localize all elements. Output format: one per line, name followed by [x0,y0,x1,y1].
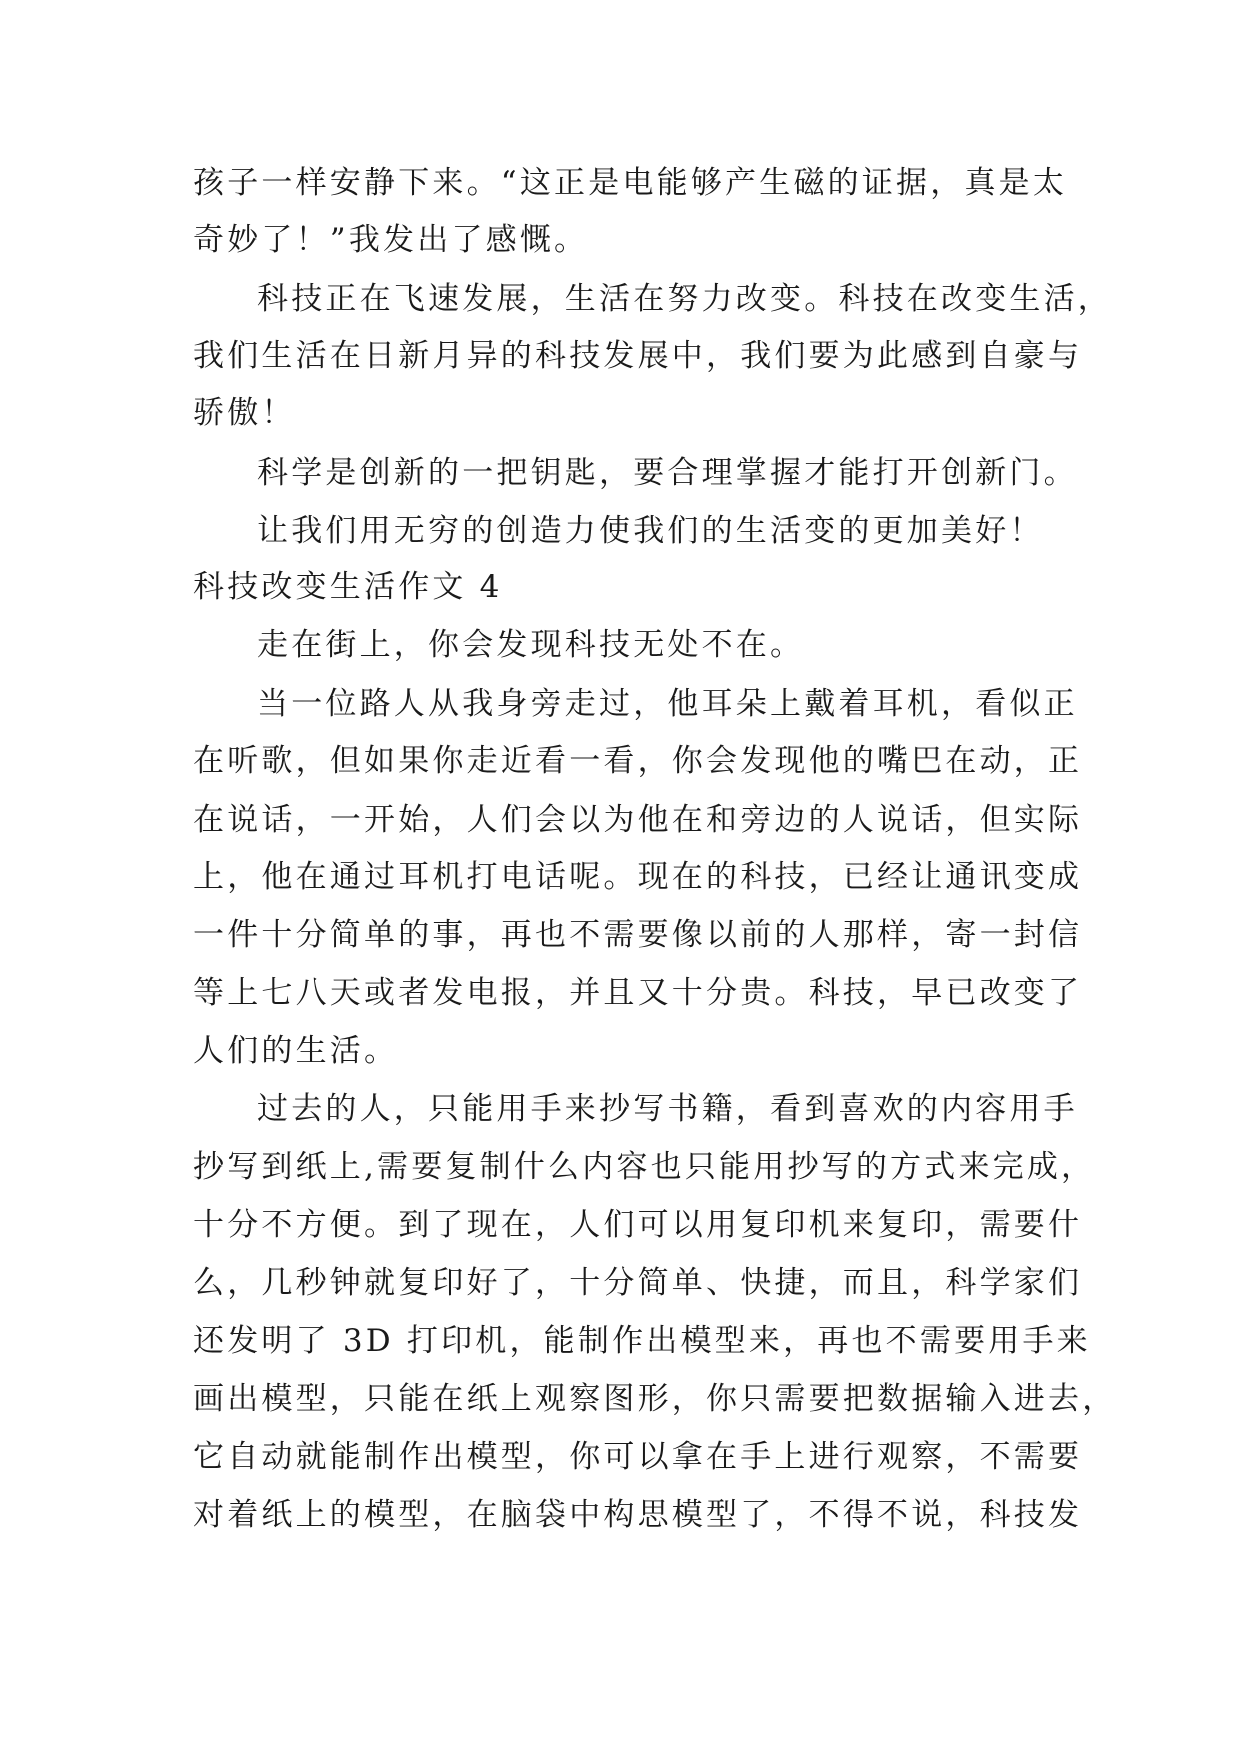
text-line: 一件十分简单的事，再也不需要像以前的人那样，寄一封信 [193,917,1083,953]
text-line: 画出模型，只能在纸上观察图形，你只需要把数据输入进去， [193,1381,1117,1417]
text-line: 还发明了 3D 打印机，能制作出模型来，再也不需要用手来 [193,1323,1091,1359]
text-line: 在听歌，但如果你走近看一看，你会发现他的嘴巴在动，正 [193,743,1083,779]
text-line: 孩子一样安静下来。“这正是电能够产生磁的证据，真是太 [193,165,1068,201]
text-line: 十分不方便。到了现在，人们可以用复印机来复印，需要什 [193,1207,1083,1243]
text-line: 骄傲！ [193,395,296,431]
text-line: 过去的人，只能用手来抄写书籍，看到喜欢的内容用手 [257,1091,1078,1127]
text-line: 在说话，一开始，人们会以为他在和旁边的人说话，但实际 [193,802,1083,838]
text-line: 当一位路人从我身旁走过，他耳朵上戴着耳机，看似正 [257,686,1078,722]
text-line: 奇妙了！”我发出了感慨。 [193,222,589,258]
text-line: 它自动就能制作出模型，你可以拿在手上进行观察，不需要 [193,1439,1083,1475]
text-line: 人们的生活。 [193,1033,399,1069]
section-heading: 科技改变生活作文 4 [193,569,503,605]
text-line: 走在街上，你会发现科技无处不在。 [257,627,805,663]
text-line: 科学是创新的一把钥匙，要合理掌握才能打开创新门。 [257,455,1078,491]
text-line: 我们生活在日新月异的科技发展中，我们要为此感到自豪与 [193,338,1083,374]
text-line: 抄写到纸上,需要复制什么内容也只能用抄写的方式来完成， [193,1149,1096,1185]
text-line: 上，他在通过耳机打电话呢。现在的科技，已经让通讯变成 [193,859,1083,895]
text-line: 等上七八天或者发电报，并且又十分贵。科技，早已改变了 [193,975,1083,1011]
text-line: 对着纸上的模型，在脑袋中构思模型了，不得不说，科技发 [193,1497,1083,1533]
text-line: 么，几秒钟就复印好了，十分简单、快捷，而且，科学家们 [193,1265,1083,1301]
text-line: 让我们用无穷的创造力使我们的生活变的更加美好！ [257,513,1044,549]
text-line: 科技正在飞速发展，生活在努力改变。科技在改变生活， [257,281,1112,317]
